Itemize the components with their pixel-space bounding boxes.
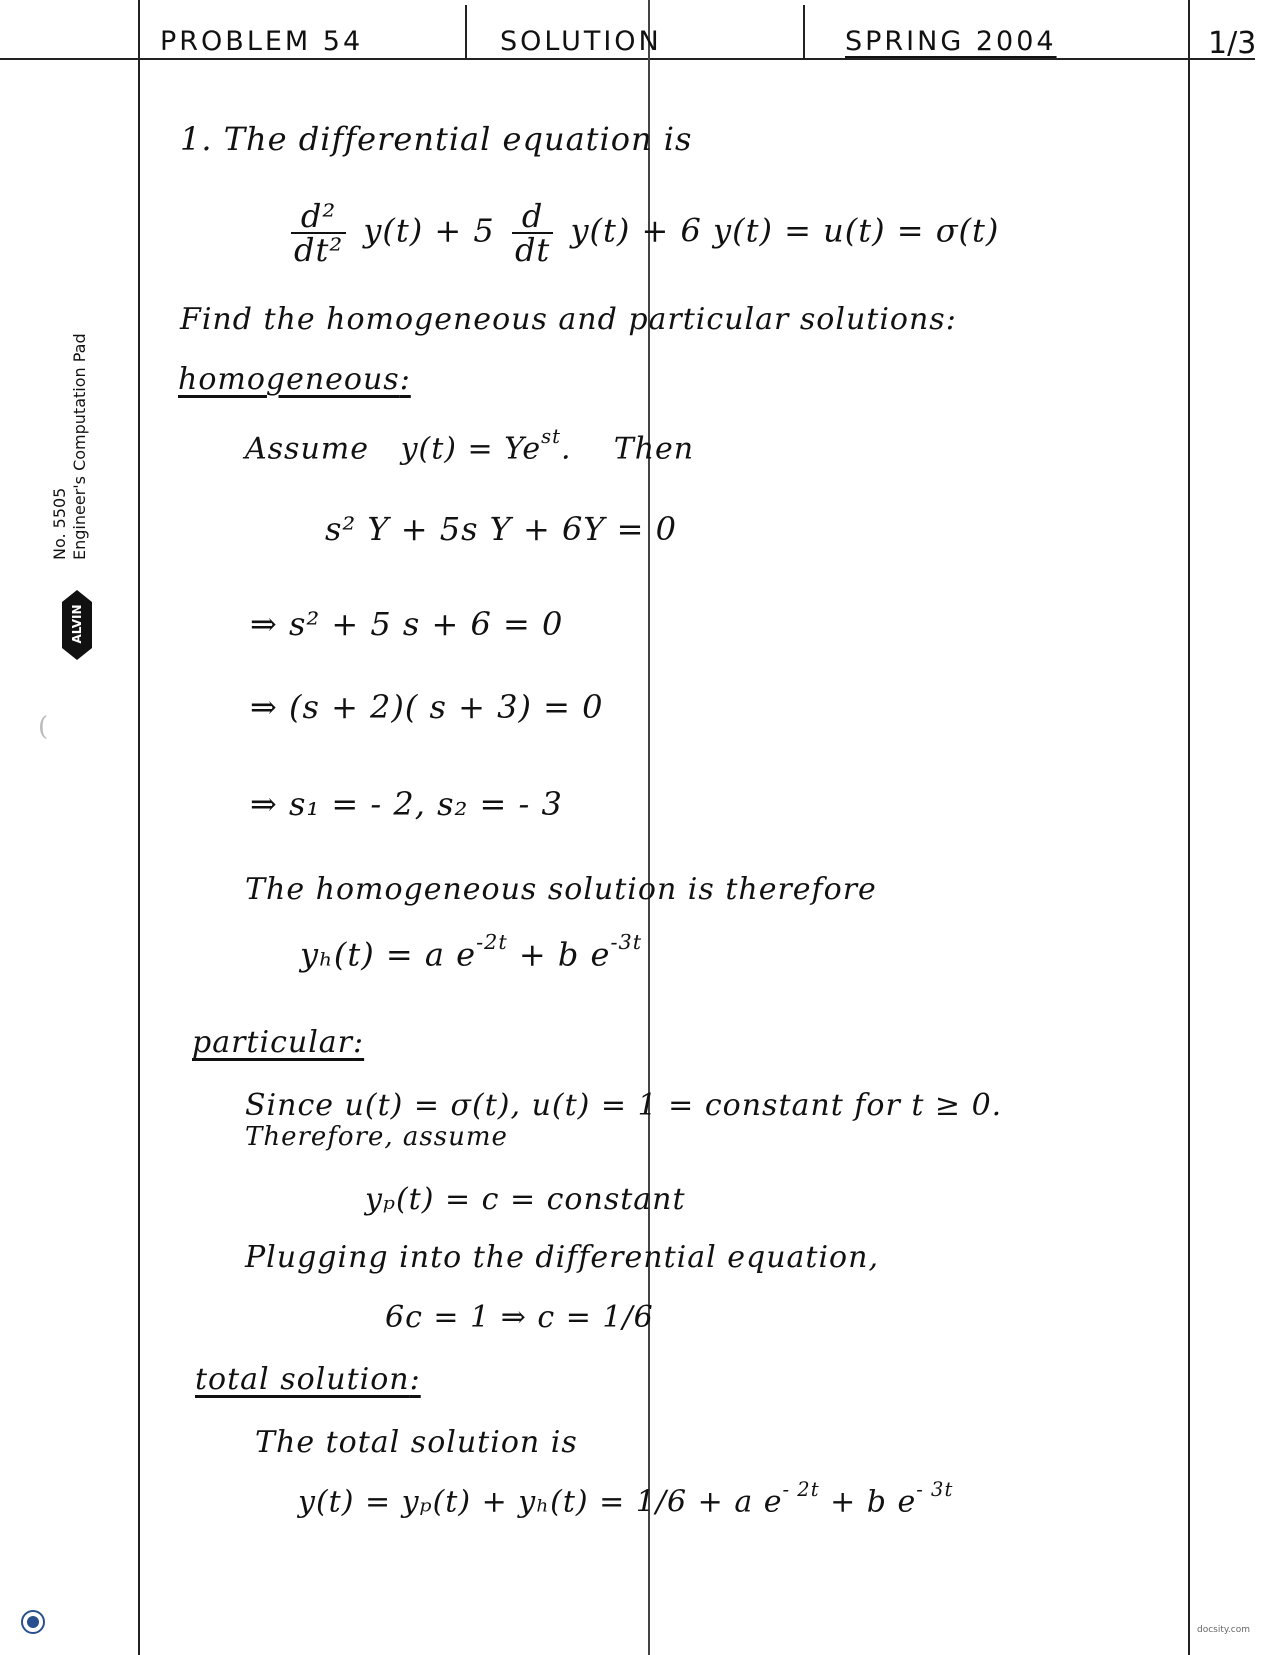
pad-label [30, 305, 100, 565]
left-margin-line [138, 0, 140, 1655]
equation-4: ⇒ s₁ = - 2, s₂ = - 3 [250, 785, 563, 823]
yh-equation: yₕ(t) = a $e^{-2t} + b$ $e^{-3t}$ [300, 930, 643, 974]
line-total-is: The total solution is [255, 1425, 578, 1460]
equation-3: ⇒ (s + 2)( s + 3) = 0 [250, 688, 604, 726]
heading-total: total solution: [195, 1362, 421, 1397]
solve-c: 6c = 1 ⇒ c = 1/6 [385, 1300, 654, 1335]
line-homogeneous-solution: The homogeneous solution is therefore [245, 872, 877, 907]
line-therefore: Therefore, assume [245, 1122, 508, 1152]
alvin-logo-text: ALVIN [70, 604, 84, 644]
line-intro: 1. The differential equation is [180, 120, 693, 158]
second-derivative: $\frac{\text{d²}}{\text{dt²}}$ [291, 200, 346, 266]
heading-homogeneous: homogeneous: [178, 362, 411, 397]
differential-equation: $\frac{\text{d²}}{\text{dt²}}$ y(t) + 5 $\frac{d}{dt}$ y(t) + 6 y(t) = u(t) = σ(t) [285, 200, 999, 266]
total-equation: y(t) = yₚ(t) + yₕ(t) = 1/6 + a $e^{- 2t} + b$ $e^{- 3t}$ [298, 1478, 954, 1520]
header-divider-1 [465, 5, 467, 60]
header-page: 1/3 [1208, 26, 1257, 61]
heading-particular: particular: [192, 1025, 365, 1060]
line-find: Find the homogeneous and particular solutions: [180, 302, 957, 337]
header-term: SPRING 2004 [845, 26, 1057, 57]
equation-1: s² Y + 5s Y + 6Y = 0 [325, 510, 677, 548]
line-assume: Assume $y(t) = Ye^{st}$. Then [245, 425, 695, 467]
line-since: Since u(t) = σ(t), u(t) = 1 = constant for t ≥ 0. [245, 1088, 1003, 1123]
first-derivative: $\frac{d}{dt}$ [512, 200, 553, 266]
header-divider-2 [803, 5, 805, 60]
yp-equation: yₚ(t) = c = constant [365, 1182, 686, 1217]
header-section: SOLUTION [500, 26, 662, 57]
pad-number: No. 5505 [50, 487, 69, 560]
alvin-logo [62, 590, 92, 660]
header-problem: PROBLEM 54 [160, 26, 364, 57]
right-margin-line [1188, 0, 1190, 1655]
header-rule [0, 58, 1255, 60]
margin-mark: ( [38, 712, 49, 742]
line-plugging: Plugging into the differential equation, [245, 1240, 879, 1275]
pad-name: Engineer's Computation Pad [70, 333, 89, 560]
equation-2: ⇒ s² + 5 s + 6 = 0 [250, 605, 564, 643]
docsity-watermark: docsity.com [1196, 1625, 1250, 1635]
docsity-logo-icon [20, 1609, 46, 1635]
